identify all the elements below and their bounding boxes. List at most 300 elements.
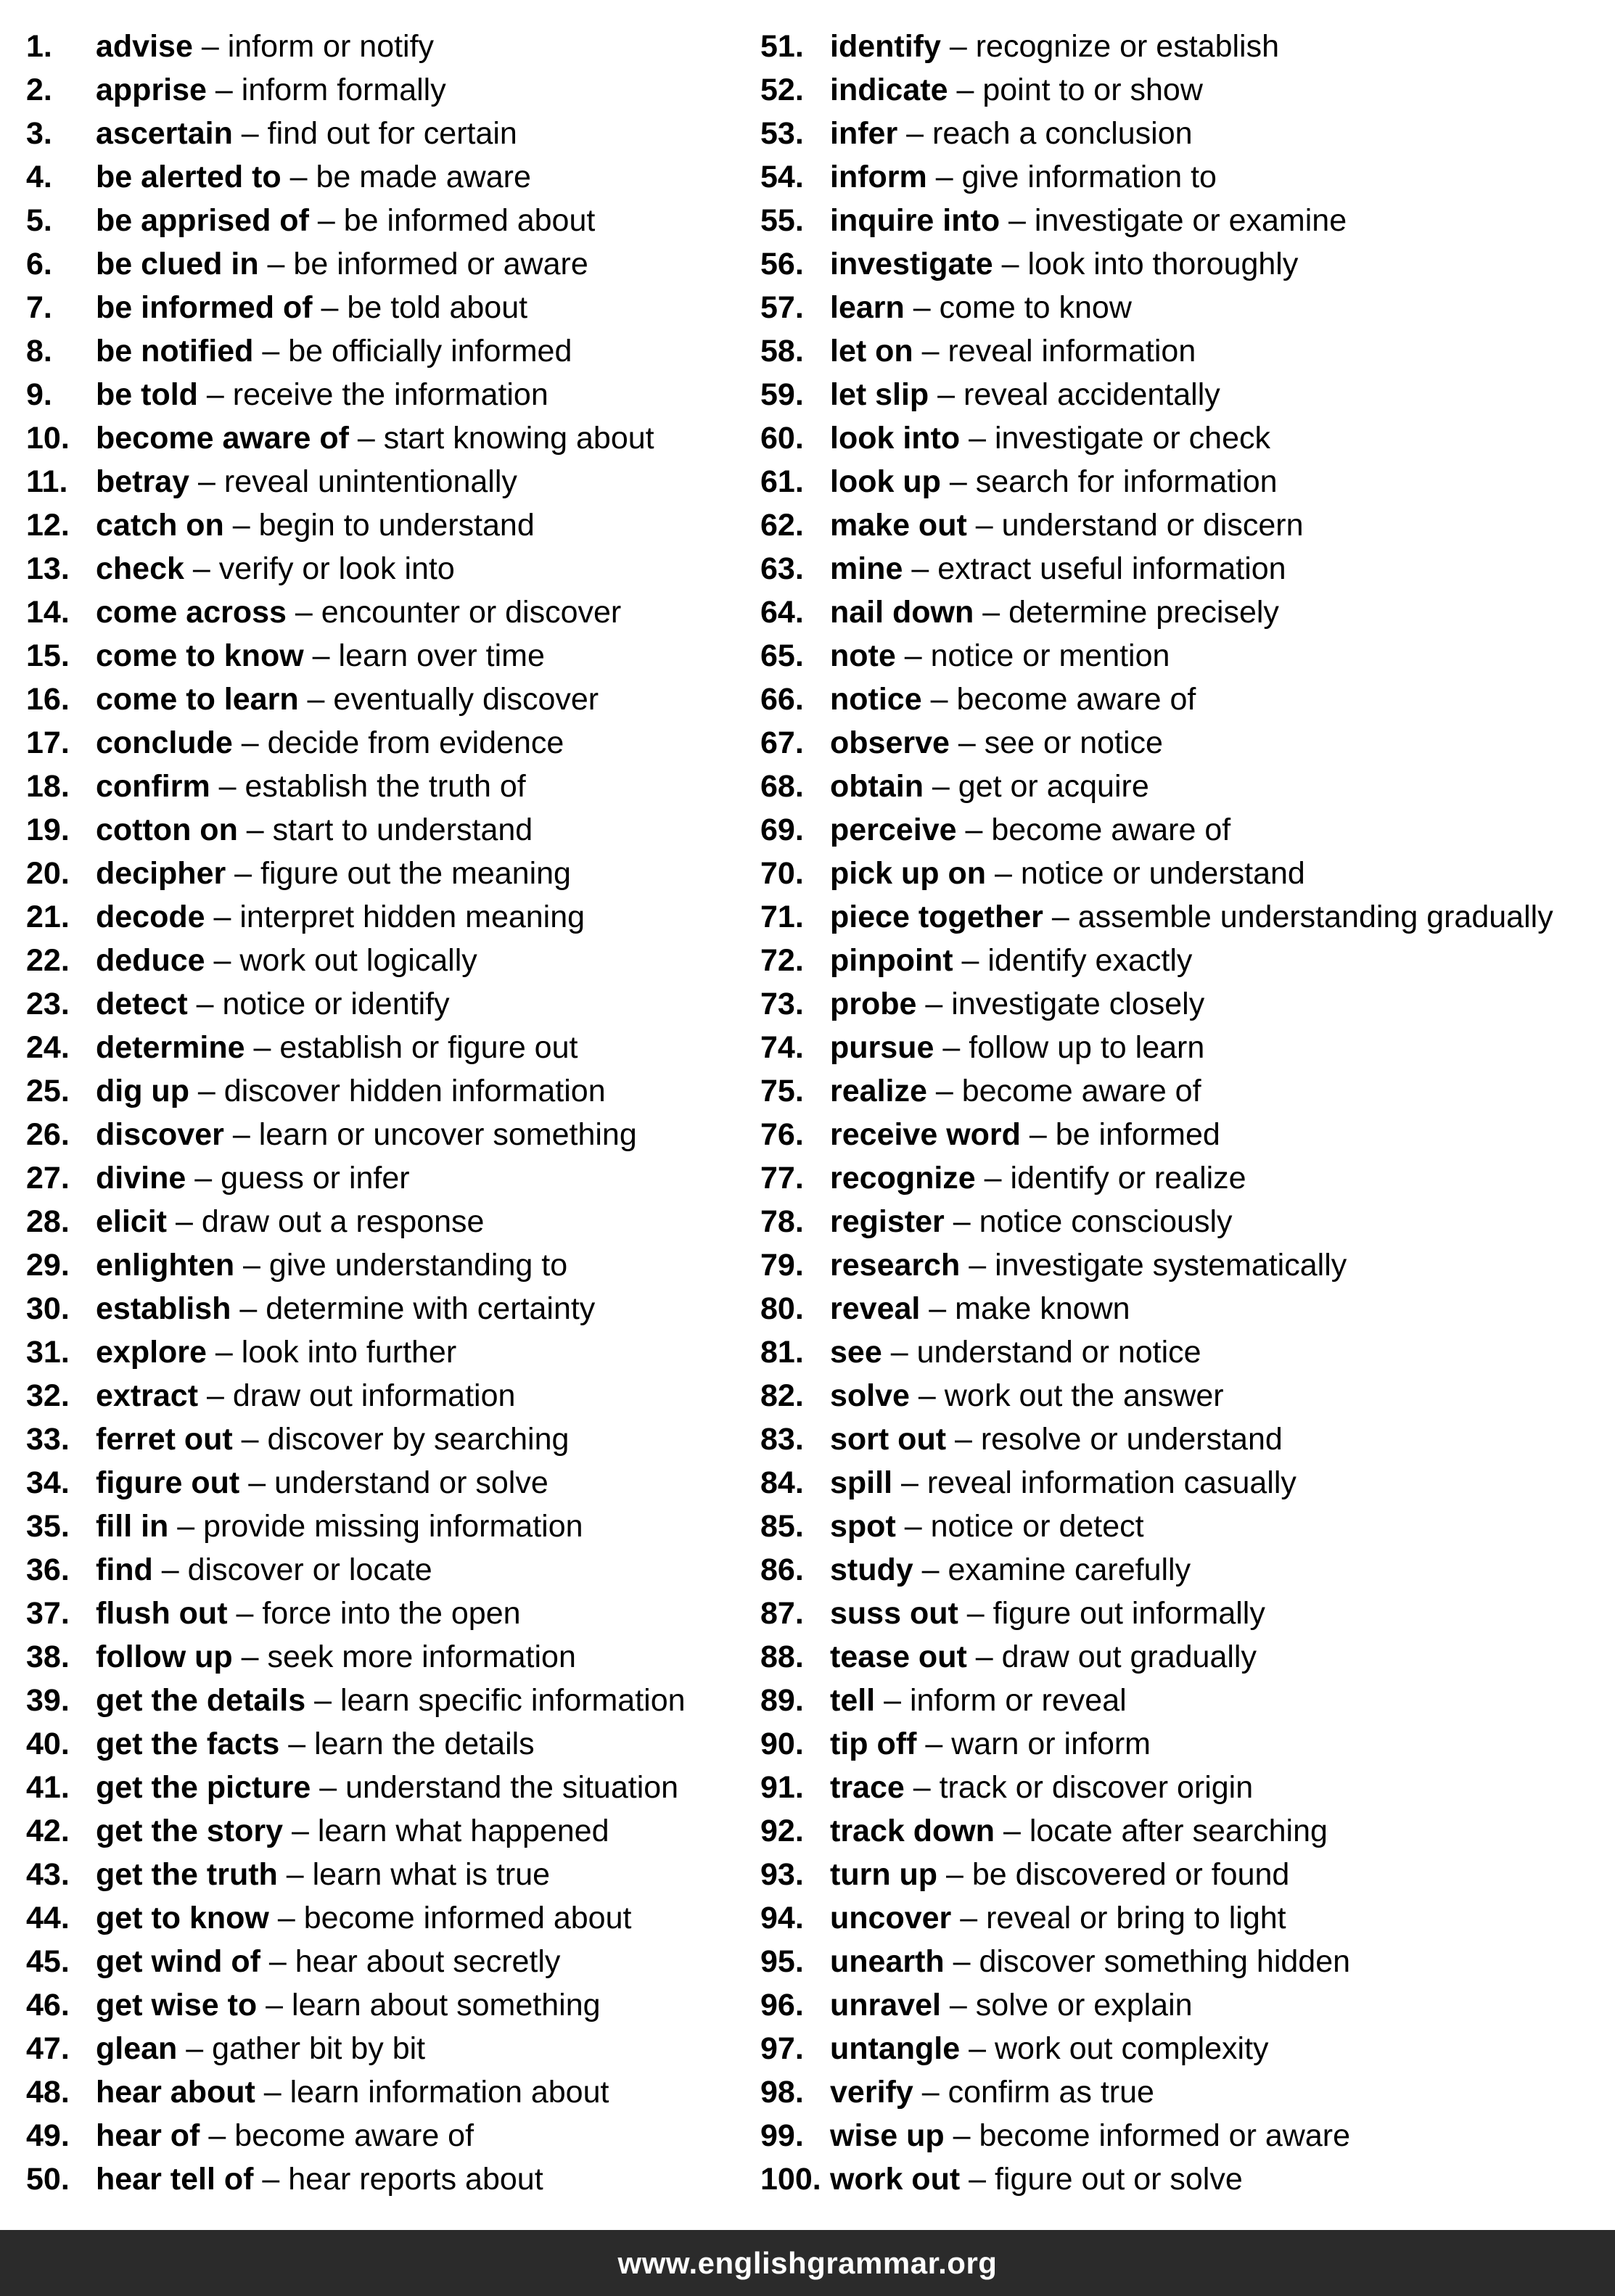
item-number: 1. [26, 28, 52, 64]
item-term: reveal [830, 1291, 921, 1326]
item-separator: – [937, 1856, 972, 1892]
item-number: 67. [760, 725, 804, 760]
list-item [26, 1940, 760, 1983]
item-separator: – [993, 246, 1028, 281]
item-term: tease out [830, 1639, 967, 1674]
item-definition: decide from evidence [267, 725, 564, 760]
item-number: 85. [760, 1508, 804, 1544]
item-separator: – [956, 812, 992, 847]
item-definition: reveal information casually [926, 1465, 1296, 1500]
item-term: study [830, 1552, 913, 1587]
item-separator: – [882, 1334, 917, 1370]
list-item [760, 68, 1600, 112]
item-definition: make known [955, 1291, 1130, 1326]
list-item [26, 112, 760, 155]
item-number: 53. [760, 115, 804, 151]
item-term: be told [96, 377, 198, 412]
item-number: 68. [760, 768, 804, 804]
item-term: get wise to [96, 1987, 258, 2023]
item-separator: – [234, 1247, 269, 1283]
item-number: 74. [760, 1029, 804, 1065]
item-separator: – [903, 551, 938, 586]
item-separator: – [177, 2030, 213, 2066]
list-item [760, 1200, 1600, 1243]
item-definition: be officially informed [288, 333, 572, 369]
item-term: perceive [830, 812, 957, 847]
item-separator: – [258, 246, 294, 281]
list-item [26, 1635, 760, 1679]
item-number: 29. [26, 1247, 70, 1283]
item-separator: – [237, 812, 273, 847]
item-term: piece together [830, 899, 1043, 934]
item-term: identify [830, 28, 941, 64]
item-separator: – [232, 725, 268, 760]
item-number: 36. [26, 1552, 70, 1587]
list-item [26, 1809, 760, 1853]
item-number: 55. [760, 202, 804, 238]
item-separator: – [958, 1595, 993, 1631]
list-item [760, 808, 1600, 852]
item-number: 20. [26, 855, 70, 891]
item-separator: – [303, 638, 339, 673]
list-item [26, 1722, 760, 1766]
list-item [760, 2027, 1600, 2070]
item-term: detect [96, 986, 188, 1021]
item-term: ferret out [96, 1421, 233, 1457]
item-term: see [830, 1334, 882, 1370]
item-separator: – [283, 1813, 318, 1848]
item-number: 39. [26, 1682, 70, 1718]
item-separator: – [226, 855, 261, 891]
item-number: 77. [760, 1160, 804, 1196]
item-term: indicate [830, 72, 948, 107]
list-item [26, 721, 760, 765]
list-item [760, 1896, 1600, 1940]
item-separator: – [253, 333, 289, 369]
item-definition: resolve or understand [980, 1421, 1283, 1457]
item-number: 28. [26, 1203, 70, 1239]
item-term: pinpoint [830, 942, 953, 978]
item-term: tell [830, 1682, 876, 1718]
list-item [26, 1853, 760, 1896]
item-term: be clued in [96, 246, 259, 281]
item-separator: – [189, 1073, 224, 1108]
item-term: get the picture [96, 1769, 311, 1805]
item-definition: encounter or discover [321, 594, 622, 630]
list-item [26, 1766, 760, 1809]
item-definition: come to know [939, 289, 1132, 325]
list-item [760, 242, 1600, 286]
item-separator: – [223, 1116, 259, 1152]
list-item [26, 1287, 760, 1330]
list-item [760, 2070, 1600, 2114]
item-separator: – [257, 1987, 292, 2023]
item-term: make out [830, 507, 967, 543]
item-separator: – [197, 377, 233, 412]
item-separator: – [308, 202, 344, 238]
item-term: infer [830, 115, 898, 151]
item-definition: notice or understand [1020, 855, 1305, 891]
list-item [26, 416, 760, 460]
item-separator: – [948, 72, 983, 107]
list-item [760, 895, 1600, 939]
item-separator: – [206, 1334, 242, 1370]
item-definition: identify exactly [987, 942, 1193, 978]
list-item [760, 1722, 1600, 1766]
item-number: 78. [760, 1203, 804, 1239]
list-item [760, 1505, 1600, 1548]
item-separator: – [239, 1465, 275, 1500]
item-number: 51. [760, 28, 804, 64]
list-item [760, 1156, 1600, 1200]
item-number: 65. [760, 638, 804, 673]
item-definition: discover or locate [187, 1552, 432, 1587]
item-number: 79. [760, 1247, 804, 1283]
item-definition: be made aware [316, 159, 531, 194]
item-separator: – [960, 1247, 995, 1283]
item-definition: learn over time [338, 638, 545, 673]
list-item [760, 2114, 1600, 2157]
list-item [760, 1983, 1600, 2027]
item-number: 63. [760, 551, 804, 586]
item-separator: – [913, 2074, 948, 2110]
item-separator: – [277, 1856, 313, 1892]
item-number: 24. [26, 1029, 70, 1065]
list-item [26, 1069, 760, 1113]
item-separator: – [232, 1639, 268, 1674]
item-term: get the facts [96, 1726, 280, 1761]
list-item [26, 1592, 760, 1635]
list-item [26, 1243, 760, 1287]
list-item [760, 982, 1600, 1026]
item-definition: seek more information [267, 1639, 576, 1674]
item-definition: find out for certain [267, 115, 517, 151]
item-definition: learn about something [292, 1987, 601, 2023]
item-separator: – [920, 1291, 956, 1326]
item-term: ascertain [96, 115, 233, 151]
list-item [760, 155, 1600, 199]
item-definition: work out the answer [944, 1378, 1224, 1413]
item-separator: – [192, 28, 228, 64]
item-term: confirm [96, 768, 210, 804]
item-number: 12. [26, 507, 70, 543]
item-term: register [830, 1203, 945, 1239]
item-number: 54. [760, 159, 804, 194]
list-item [760, 1287, 1600, 1330]
list-item [760, 1548, 1600, 1592]
item-term: notice [830, 681, 922, 717]
item-number: 44. [26, 1900, 70, 1935]
item-definition: be informed or aware [293, 246, 588, 281]
item-number: 86. [760, 1552, 804, 1587]
list-item [26, 199, 760, 242]
list-item [26, 591, 760, 634]
list-item [26, 1113, 760, 1156]
item-term: spot [830, 1508, 896, 1544]
list-item [26, 329, 760, 373]
list-item [26, 1983, 760, 2027]
item-number: 48. [26, 2074, 70, 2110]
item-number: 25. [26, 1073, 70, 1108]
list-item [760, 1809, 1600, 1853]
item-separator: – [995, 1813, 1030, 1848]
item-definition: interpret hidden meaning [239, 899, 585, 934]
item-term: suss out [830, 1595, 958, 1631]
item-term: deduce [96, 942, 205, 978]
list-item [26, 1679, 760, 1722]
list-item [760, 373, 1600, 416]
item-number: 16. [26, 681, 70, 717]
item-definition: establish the truth of [244, 768, 526, 804]
item-separator: – [231, 1291, 266, 1326]
item-term: let slip [830, 377, 929, 412]
item-separator: – [223, 507, 259, 543]
item-definition: start knowing about [383, 420, 654, 456]
list-item [26, 1200, 760, 1243]
item-separator: – [875, 1682, 910, 1718]
item-number: 18. [26, 768, 70, 804]
list-item [26, 634, 760, 678]
item-term: fill in [96, 1508, 169, 1544]
item-definition: point to or show [982, 72, 1203, 107]
item-term: sort out [830, 1421, 947, 1457]
item-term: mine [830, 551, 903, 586]
item-number: 87. [760, 1595, 804, 1631]
item-definition: draw out information [232, 1378, 516, 1413]
item-term: cotton on [96, 812, 238, 847]
item-number: 34. [26, 1465, 70, 1500]
item-definition: become aware of [961, 1073, 1201, 1108]
item-definition: start to understand [272, 812, 533, 847]
list-item [26, 1548, 760, 1592]
list-item [26, 852, 760, 895]
item-term: establish [96, 1291, 231, 1326]
item-definition: give information to [961, 159, 1217, 194]
word-list [26, 25, 1600, 2195]
item-number: 31. [26, 1334, 70, 1370]
list-item [760, 1940, 1600, 1983]
list-item [26, 1505, 760, 1548]
item-term: tip off [830, 1726, 917, 1761]
item-separator: – [189, 464, 224, 499]
item-definition: recognize or establish [975, 28, 1280, 64]
item-definition: track or discover origin [939, 1769, 1254, 1805]
item-separator: – [966, 507, 1002, 543]
item-definition: learn the details [314, 1726, 535, 1761]
item-definition: work out logically [239, 942, 477, 978]
item-number: 64. [760, 594, 804, 630]
item-definition: give understanding to [268, 1247, 568, 1283]
item-definition: extract useful information [937, 551, 1286, 586]
item-separator: – [960, 420, 995, 456]
item-definition: draw out a response [201, 1203, 485, 1239]
list-item [26, 765, 760, 808]
item-number: 81. [760, 1334, 804, 1370]
item-separator: – [286, 594, 321, 630]
item-number: 89. [760, 1682, 804, 1718]
item-separator: – [152, 1552, 188, 1587]
item-number: 94. [760, 1900, 804, 1935]
list-item [26, 242, 760, 286]
footer-url[interactable]: www.englishgrammar.org [617, 2245, 998, 2280]
list-item [760, 939, 1600, 982]
list-item [760, 721, 1600, 765]
list-item [760, 2157, 1600, 2201]
list-item [26, 460, 760, 503]
item-term: get wind of [96, 1943, 260, 1979]
item-definition: reveal or bring to light [986, 1900, 1286, 1935]
item-term: hear about [96, 2074, 255, 2110]
item-definition: force into the open [262, 1595, 521, 1631]
item-number: 5. [26, 202, 52, 238]
item-number: 50. [26, 2161, 70, 2197]
item-definition: learn or uncover something [258, 1116, 637, 1152]
item-definition: inform formally [241, 72, 446, 107]
item-separator: – [232, 1421, 268, 1457]
item-term: elicit [96, 1203, 167, 1239]
item-term: trace [830, 1769, 905, 1805]
item-definition: investigate systematically [995, 1247, 1347, 1283]
item-definition: determine precisely [1008, 594, 1279, 630]
list-item [760, 852, 1600, 895]
item-number: 98. [760, 2074, 804, 2110]
item-number: 66. [760, 681, 804, 717]
item-number: 92. [760, 1813, 804, 1848]
item-definition: inform or reveal [909, 1682, 1127, 1718]
item-definition: establish or figure out [279, 1029, 578, 1065]
item-number: 100. [760, 2161, 821, 2197]
item-number: 21. [26, 899, 70, 934]
item-term: discover [96, 1116, 224, 1152]
item-term: inform [830, 159, 927, 194]
item-definition: notice consciously [979, 1203, 1233, 1239]
item-separator: – [923, 768, 958, 804]
item-term: apprise [96, 72, 207, 107]
item-definition: learn what is true [312, 1856, 551, 1892]
item-separator: – [913, 333, 948, 369]
item-number: 91. [760, 1769, 804, 1805]
item-number: 96. [760, 1987, 804, 2023]
item-term: dig up [96, 1073, 189, 1108]
item-term: solve [830, 1378, 910, 1413]
item-number: 40. [26, 1726, 70, 1761]
list-item [760, 1069, 1600, 1113]
item-separator: – [1000, 202, 1035, 238]
list-item [760, 634, 1600, 678]
item-term: become aware of [96, 420, 349, 456]
item-term: betray [96, 464, 190, 499]
item-number: 6. [26, 246, 52, 281]
item-number: 37. [26, 1595, 70, 1631]
item-number: 60. [760, 420, 804, 456]
item-term: catch on [96, 507, 224, 543]
item-number: 83. [760, 1421, 804, 1457]
list-item [26, 1461, 760, 1505]
item-separator: – [904, 289, 940, 325]
item-definition: confirm as true [948, 2074, 1154, 2110]
item-separator: – [929, 377, 964, 412]
item-term: get the details [96, 1682, 306, 1718]
item-definition: work out complexity [994, 2030, 1269, 2066]
item-term: look into [830, 420, 961, 456]
item-term: come across [96, 594, 287, 630]
list-item [760, 329, 1600, 373]
item-definition: discover something hidden [979, 1943, 1351, 1979]
list-item [26, 68, 760, 112]
item-term: get to know [96, 1900, 269, 1935]
item-definition: locate after searching [1029, 1813, 1328, 1848]
list-item [760, 591, 1600, 634]
item-number: 8. [26, 333, 52, 369]
footer-bar [0, 2230, 1615, 2296]
item-term: track down [830, 1813, 995, 1848]
item-separator: – [913, 1552, 948, 1587]
item-term: let on [830, 333, 913, 369]
item-number: 42. [26, 1813, 70, 1848]
item-number: 26. [26, 1116, 70, 1152]
list-item [26, 2157, 760, 2201]
item-separator: – [244, 1029, 280, 1065]
list-item [26, 939, 760, 982]
list-item [760, 460, 1600, 503]
list-item [760, 1766, 1600, 1809]
item-separator: – [305, 1682, 340, 1718]
item-term: get the truth [96, 1856, 278, 1892]
list-item [26, 808, 760, 852]
item-definition: verify or look into [218, 551, 455, 586]
item-term: figure out [96, 1465, 240, 1500]
item-term: probe [830, 986, 917, 1021]
item-term: research [830, 1247, 961, 1283]
item-term: pick up on [830, 855, 986, 891]
item-number: 33. [26, 1421, 70, 1457]
item-separator: – [281, 159, 316, 194]
item-definition: receive the information [232, 377, 548, 412]
item-separator: – [944, 2118, 979, 2153]
item-term: investigate [830, 246, 993, 281]
list-item [26, 547, 760, 591]
item-term: determine [96, 1029, 245, 1065]
item-separator: – [232, 115, 268, 151]
list-item [760, 1679, 1600, 1722]
item-definition: warn or inform [951, 1726, 1151, 1761]
item-number: 99. [760, 2118, 804, 2153]
list-item [760, 1026, 1600, 1069]
item-number: 11. [26, 464, 68, 499]
list-item [26, 1156, 760, 1200]
item-definition: look into thoroughly [1027, 246, 1299, 281]
item-definition: investigate closely [951, 986, 1205, 1021]
item-term: divine [96, 1160, 186, 1196]
list-item [760, 25, 1600, 68]
item-separator: – [312, 289, 348, 325]
item-definition: be told about [347, 289, 528, 325]
item-term: note [830, 638, 896, 673]
item-separator: – [167, 1203, 202, 1239]
item-separator: – [986, 855, 1021, 891]
item-separator: – [926, 159, 962, 194]
item-separator: – [1043, 899, 1078, 934]
item-number: 76. [760, 1116, 804, 1152]
item-separator: – [205, 942, 240, 978]
list-item [760, 547, 1600, 591]
item-definition: become aware of [234, 2118, 474, 2153]
list-item [760, 678, 1600, 721]
item-definition: figure out informally [993, 1595, 1265, 1631]
item-separator: – [298, 681, 334, 717]
item-definition: assemble understanding gradually [1077, 899, 1553, 934]
item-definition: become informed about [303, 1900, 632, 1935]
